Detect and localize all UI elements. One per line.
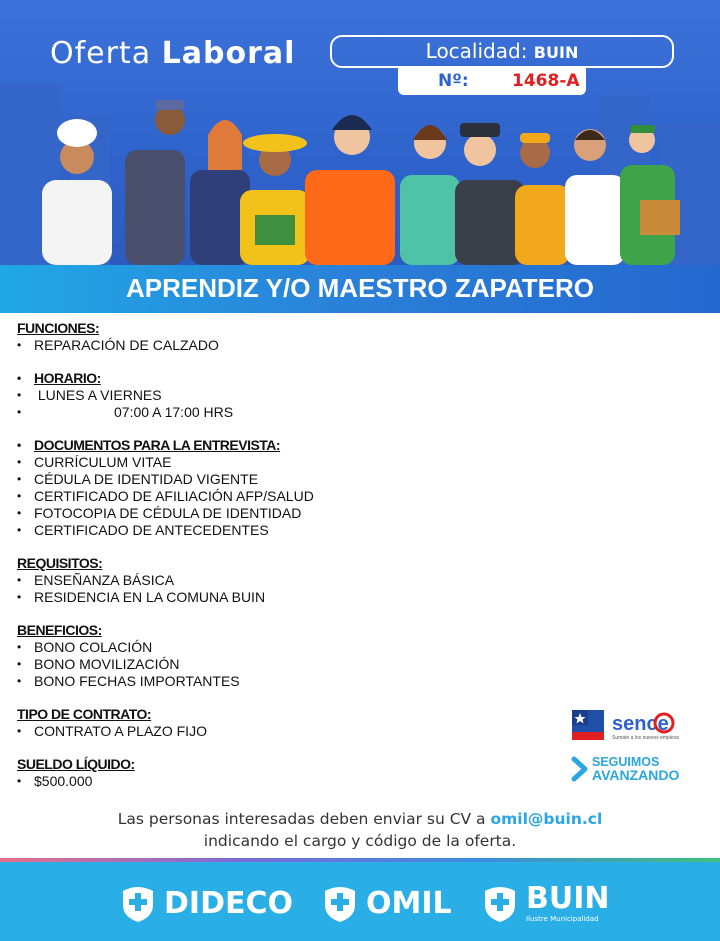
footer-line2: indicando el cargo y código de la oferta. [203, 832, 517, 850]
hero-header [0, 0, 720, 265]
section-title-funciones: FUNCIONES: [17, 320, 100, 336]
list-item: • CERTIFICADO DE ANTECEDENTES [17, 522, 577, 539]
chile-flag-icon [572, 708, 682, 742]
svg-text:Sumate a los nuevos empleos: Sumate a los nuevos empleos [612, 735, 679, 741]
municipal-shield-icon [480, 883, 520, 923]
worker-police [455, 123, 525, 265]
job-title-banner [0, 265, 720, 313]
list-item: • 07:00 A 17:00 HRS [17, 404, 577, 421]
localidad-box [330, 35, 674, 68]
seguimos-line1: SEGUIMOS [592, 755, 660, 769]
worker-nurse [400, 125, 460, 265]
seguimos-avanzando-logo [570, 756, 679, 782]
list-item: • ENSEÑANZA BÁSICA [17, 572, 577, 589]
list-item: • FOTOCOPIA DE CÉDULA DE IDENTIDAD [17, 505, 577, 522]
worker-painter [125, 100, 185, 265]
numero-box [398, 68, 586, 95]
list-item: • BONO FECHAS IMPORTANTES [17, 673, 577, 690]
omil-logo [320, 883, 452, 923]
color-stripe [0, 858, 720, 862]
municipal-shield-icon [320, 883, 360, 923]
list-item: • $500.000 [17, 773, 577, 790]
offer-details [17, 320, 577, 790]
municipal-shield-icon [118, 883, 158, 923]
worker-mechanic [515, 133, 570, 265]
list-item: • BONO MOVILIZACIÓN [17, 656, 577, 673]
section-title-requisitos: REQUISITOS: [17, 555, 103, 571]
title-light: Oferta [50, 36, 152, 71]
footer-instructions [0, 808, 720, 852]
list-item: • CÉDULA DE IDENTIDAD VIGENTE [17, 471, 577, 488]
buin-text: BUIN [526, 880, 610, 916]
omil-text: OMIL [366, 885, 452, 921]
chevron-right-icon [570, 756, 590, 782]
worker-chef [42, 119, 112, 265]
workers-illustration [30, 95, 690, 265]
footer-email: omil@buin.cl [490, 810, 603, 828]
list-item: • LUNES A VIERNES [17, 387, 577, 404]
footer-line1: Las personas interesadas deben enviar su CV a [117, 810, 491, 828]
numero-label: Nº: [438, 71, 469, 91]
list-item: • BONO COLACIÓN [17, 639, 577, 656]
job-title: APRENDIZ Y/O MAESTRO ZAPATERO [125, 273, 595, 303]
list-item: • CERTIFICADO DE AFILIACIÓN AFP/SALUD [17, 488, 577, 505]
list-item: • CONTRATO A PLAZO FIJO [17, 723, 577, 740]
worker-grocer [620, 125, 680, 265]
title-bold: Laboral [161, 36, 296, 71]
section-title-contrato: TIPO DE CONTRATO: [17, 706, 152, 722]
worker-doctor [565, 129, 625, 265]
list-item: • CURRÍCULUM VITAE [17, 454, 577, 471]
numero-value: 1468-A [512, 71, 580, 91]
list-item: • RESIDENCIA EN LA COMUNA BUIN [17, 589, 577, 606]
worker-construction [305, 115, 395, 265]
page-title [50, 36, 295, 71]
section-title-sueldo: SUELDO LÍQUIDO: [17, 756, 135, 772]
svg-text:sence: sence [612, 713, 669, 735]
section-title-beneficios: BENEFICIOS: [17, 622, 102, 638]
buin-subtext: Ilustre Municipalidad [526, 914, 599, 923]
buin-logo [480, 880, 610, 923]
localidad-value: BUIN [533, 43, 579, 62]
sence-logo [572, 708, 682, 747]
section-title-horario: • HORARIO: [17, 370, 577, 387]
section-title-documentos: • DOCUMENTOS PARA LA ENTREVISTA: [17, 437, 577, 454]
seguimos-line2: AVANZANDO [592, 767, 680, 783]
dideco-logo [118, 883, 293, 923]
list-item: • REPARACIÓN DE CALZADO [17, 337, 577, 354]
localidad-label: Localidad: [425, 39, 528, 63]
dideco-text: DIDECO [164, 885, 293, 921]
worker-farmer [240, 134, 310, 265]
